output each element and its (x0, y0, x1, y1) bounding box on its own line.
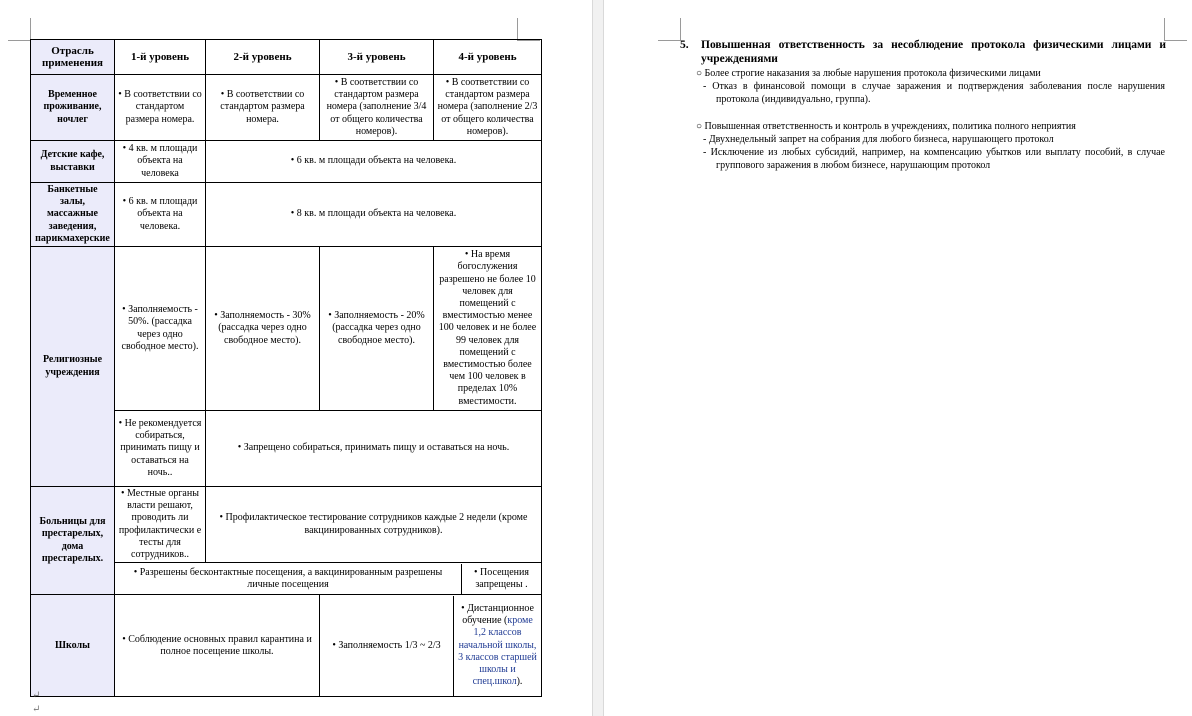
subsection-b-heading: ○ Повышенная ответственность и контроль в учреждениях, политика полного неприятия (696, 121, 1076, 132)
school-subtable (320, 596, 541, 696)
cell-hospital-l1: • Местные органы власти решают, проводить ли профилактически е тесты для сотрудников.. (115, 487, 206, 563)
crop-mark-top-left (658, 18, 681, 41)
section-heading (680, 38, 1166, 66)
cell-hospital-l4b: • Посещения запрещены . (474, 566, 529, 590)
cell-hospital-l1-3b: • Разрешены бесконтактные посещения, а вакцинированным разрешены личные посещения (115, 564, 462, 594)
cell-kids-l1: • 4 кв. м площади объекта на человека (115, 141, 206, 183)
subsection-b-item-1: - Двухнедельный запрет на собрания для любого бизнеса, нарушающего протокол (703, 134, 1054, 145)
section-number: 5. (680, 39, 689, 51)
cell-hotel-l3: • В соответствии со стандартом размера номера (заполнение 3/4 от общего количества номеров). (320, 75, 434, 141)
subsection-a-item-1: - Отказ в финансовой помощи в случае заражения и подтверждения заболевания после нарушения протокола (индивидуально, группа). (703, 81, 1165, 105)
row-name-kids: Детские кафе, выставки (31, 141, 115, 183)
cell-hotel-l4: • В соответствии со стандартом размера номера (заполнение 2/3 от общего количества номеров). (434, 75, 542, 141)
row-name-school: Школы (31, 595, 115, 697)
restrictions-table (30, 39, 542, 697)
row-name-religion: Религиозные учреждения (31, 247, 115, 487)
header-level-3: 3-й уровень (320, 40, 434, 75)
header-level-4: 4-й уровень (434, 40, 542, 75)
table-row-hotel (31, 75, 542, 141)
paragraph-mark-icon: ↵ (32, 704, 41, 715)
cell-religion-l4: • На время богослужения разрешено не более 10 человек для помещений с вместимостью менее 100 человек и не более 99 человек для помещений с вместимостью более чем 100 человек в пределах 10% вместимости. (434, 247, 542, 411)
cell-banquet-l1: • 6 кв. м площади объекта на человека. (115, 183, 206, 247)
row-name-hospital: Больницы для престарелых, дома престарелых. (31, 487, 115, 595)
header-industry: Отрасль применения (31, 40, 115, 75)
paragraph-mark-icon: ↵ (32, 690, 41, 701)
cell-religion-l1: • Заполняемость - 50%. (рассадка через одно свободное место). (115, 247, 206, 411)
school-l4-exceptions: кроме 1,2 классов начальной школы, 3 классов старшей школы и спец.школ (458, 615, 537, 688)
crop-mark-top-left (8, 18, 31, 41)
table-row-school (31, 595, 542, 697)
right-page (604, 0, 1192, 716)
school-l4-pre: • Дистанционное обучение ( (461, 603, 534, 627)
page-gutter (592, 0, 604, 716)
subsection-b-item-2: - Исключение из любых субсидий, например, на компенсацию убытков или выплату пособий, в случае группового заражения в любом бизнесе, нарушающим протокол (703, 147, 1165, 171)
header-level-2: 2-й уровень (206, 40, 320, 75)
cell-religion-l2-4b: • Запрещено собираться, принимать пищу и оставаться на ночь. (206, 411, 542, 487)
section-title: Повышенная ответственность за несоблюдение протокола физическими лицами и учреждениями (701, 39, 1166, 65)
cell-religion-l3: • Заполняемость - 20% (рассадка через одно свободное место). (320, 247, 434, 411)
cell-banquet-l2-4: • 8 кв. м площади объекта на человека. (206, 183, 542, 247)
subsection-a-heading: ○ Более строгие наказания за любые нарушения протокола физическими лицами (696, 68, 1041, 79)
table-row-banquet (31, 183, 542, 247)
cell-school-l1-2: • Соблюдение основных правил карантина и полное посещение школы. (115, 595, 320, 697)
row-name-hotel: Временное проживание, ночлег (31, 75, 115, 141)
cell-kids-l2-4: • 6 кв. м площади объекта на человека. (206, 141, 542, 183)
table-row-kids (31, 141, 542, 183)
cell-hotel-l1: • В соответствии со стандартом размера номера. (115, 75, 206, 141)
visits-subtable (115, 564, 541, 594)
school-l4-post: ). (516, 676, 523, 688)
cell-school-l4 (454, 596, 542, 696)
cell-school-l3: • Заполняемость 1/3 ~ 2/3 (320, 596, 454, 696)
cell-religion-l1b: • Не рекомендуется собираться, принимать пищу и оставаться на ночь.. (115, 411, 206, 487)
cell-hospital-l2-4: • Профилактическое тестирование сотрудников каждые 2 недели (кроме вакцинированных сотрудников). (206, 487, 542, 563)
table-header-row (31, 40, 542, 75)
row-name-banquet: Банкетные залы, массажные заведения, парикмахерские (31, 183, 115, 247)
table-row-religion (31, 247, 542, 411)
crop-mark-top-right (517, 18, 540, 41)
crop-mark-top-right (1164, 18, 1187, 41)
left-page (0, 0, 592, 716)
cell-hospital-visits-wrap (115, 563, 542, 595)
table-row-hospital (31, 487, 542, 563)
cell-hotel-l2: • В соответствии со стандартом размера номера. (206, 75, 320, 141)
cell-religion-l2: • Заполняемость - 30% (рассадка через одно свободное место). (206, 247, 320, 411)
cell-school-l3-4-wrap (320, 595, 542, 697)
header-level-1: 1-й уровень (115, 40, 206, 75)
